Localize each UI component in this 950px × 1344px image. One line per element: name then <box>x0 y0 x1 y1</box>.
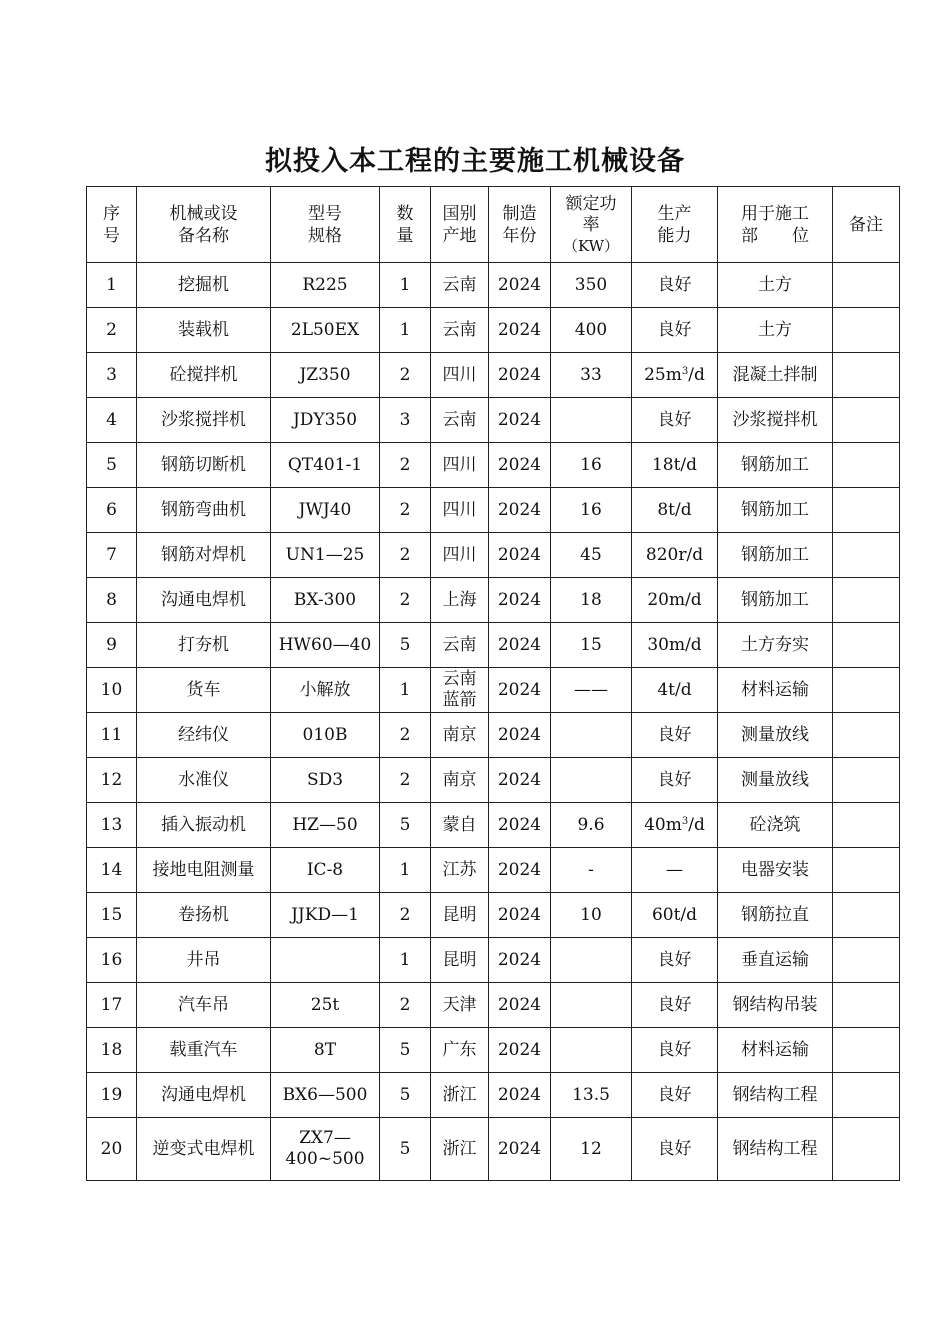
cell-qty: 2 <box>380 893 431 938</box>
cell-name: 井吊 <box>137 938 271 983</box>
cell-model: JZ350 <box>271 353 380 398</box>
cell-name: 打夯机 <box>137 623 271 668</box>
cell-power <box>551 758 632 803</box>
table-row <box>87 1118 900 1181</box>
cell-capacity: 30m/d <box>632 623 718 668</box>
cell-model: JDY350 <box>271 398 380 443</box>
cell-origin: 四川 <box>431 488 489 533</box>
cell-remark <box>833 263 900 308</box>
cell-model: 8T <box>271 1028 380 1073</box>
cell-capacity: $25m^3/d$ <box>632 353 718 398</box>
cell-seq: 13 <box>87 803 137 848</box>
cell-remark <box>833 578 900 623</box>
cell-name: 卷扬机 <box>137 893 271 938</box>
cell-usage: 钢筋加工 <box>718 443 833 488</box>
table-row <box>87 848 900 893</box>
table-row <box>87 983 900 1028</box>
cell-remark <box>833 848 900 893</box>
cell-capacity: 18t/d <box>632 443 718 488</box>
cell-seq: 12 <box>87 758 137 803</box>
cell-year: 2024 <box>489 983 551 1028</box>
cell-usage: 土方 <box>718 263 833 308</box>
cell-year: 2024 <box>489 1118 551 1181</box>
header-power: 额定功 率 （KW） <box>551 187 632 263</box>
cell-name: 钢筋切断机 <box>137 443 271 488</box>
cell-name: 沟通电焊机 <box>137 578 271 623</box>
cell-year: 2024 <box>489 263 551 308</box>
cell-usage: 垂直运输 <box>718 938 833 983</box>
cell-seq: 1 <box>87 263 137 308</box>
cell-origin: 四川 <box>431 443 489 488</box>
table-row <box>87 623 900 668</box>
cell-origin: 江苏 <box>431 848 489 893</box>
cell-qty: 1 <box>380 668 431 713</box>
cell-year: 2024 <box>489 533 551 578</box>
cell-model: UN1—25 <box>271 533 380 578</box>
cell-power: 350 <box>551 263 632 308</box>
header-qty: 数 量 <box>380 187 431 263</box>
cell-remark <box>833 443 900 488</box>
cell-capacity: $40m^3/d$ <box>632 803 718 848</box>
cell-name: 装载机 <box>137 308 271 353</box>
cell-year: 2024 <box>489 578 551 623</box>
cell-origin: 南京 <box>431 758 489 803</box>
cell-usage: 测量放线 <box>718 713 833 758</box>
cell-capacity: 820r/d <box>632 533 718 578</box>
cell-model: 25t <box>271 983 380 1028</box>
cell-capacity: 8t/d <box>632 488 718 533</box>
cell-qty: 1 <box>380 263 431 308</box>
cell-name: 插入振动机 <box>137 803 271 848</box>
cell-seq: 17 <box>87 983 137 1028</box>
cell-name: 沙浆搅拌机 <box>137 398 271 443</box>
cell-seq: 11 <box>87 713 137 758</box>
cell-usage: 测量放线 <box>718 758 833 803</box>
cell-capacity: 良好 <box>632 308 718 353</box>
cell-year: 2024 <box>489 893 551 938</box>
cell-model: R225 <box>271 263 380 308</box>
cell-power: - <box>551 848 632 893</box>
cell-usage: 材料运输 <box>718 1028 833 1073</box>
cell-model: HW60—40 <box>271 623 380 668</box>
cell-power <box>551 713 632 758</box>
cell-seq: 9 <box>87 623 137 668</box>
cell-remark <box>833 758 900 803</box>
cell-remark <box>833 488 900 533</box>
cell-power: 33 <box>551 353 632 398</box>
cell-name: 砼搅拌机 <box>137 353 271 398</box>
table-row <box>87 1028 900 1073</box>
cell-usage: 混凝土拌制 <box>718 353 833 398</box>
cell-model: IC-8 <box>271 848 380 893</box>
table-row <box>87 443 900 488</box>
cell-usage: 电器安装 <box>718 848 833 893</box>
cell-origin: 云南 <box>431 623 489 668</box>
cell-power: 12 <box>551 1118 632 1181</box>
cell-usage: 材料运输 <box>718 668 833 713</box>
table-row <box>87 398 900 443</box>
cell-year: 2024 <box>489 938 551 983</box>
cell-year: 2024 <box>489 713 551 758</box>
cell-qty: 2 <box>380 758 431 803</box>
cell-capacity: 60t/d <box>632 893 718 938</box>
cell-name: 逆变式电焊机 <box>137 1118 271 1181</box>
header-name: 机械或设 备名称 <box>137 187 271 263</box>
cell-remark <box>833 398 900 443</box>
cell-model: 小解放 <box>271 668 380 713</box>
cell-origin: 四川 <box>431 533 489 578</box>
cell-seq: 2 <box>87 308 137 353</box>
cell-power: 13.5 <box>551 1073 632 1118</box>
cell-origin: 四川 <box>431 353 489 398</box>
cell-year: 2024 <box>489 1073 551 1118</box>
cell-name: 载重汽车 <box>137 1028 271 1073</box>
cell-capacity: 20m/d <box>632 578 718 623</box>
cell-capacity: 良好 <box>632 398 718 443</box>
cell-seq: 8 <box>87 578 137 623</box>
cell-name: 挖掘机 <box>137 263 271 308</box>
cell-remark <box>833 938 900 983</box>
cell-model: SD3 <box>271 758 380 803</box>
cell-power: 16 <box>551 488 632 533</box>
cell-qty: 2 <box>380 353 431 398</box>
cell-origin: 云南 <box>431 398 489 443</box>
cell-seq: 3 <box>87 353 137 398</box>
cell-year: 2024 <box>489 668 551 713</box>
cell-power <box>551 1028 632 1073</box>
cell-capacity: 4t/d <box>632 668 718 713</box>
cell-capacity: 良好 <box>632 263 718 308</box>
cell-origin: 浙江 <box>431 1073 489 1118</box>
cell-power: 45 <box>551 533 632 578</box>
cell-remark <box>833 308 900 353</box>
cell-model <box>271 938 380 983</box>
cell-remark <box>833 623 900 668</box>
cell-seq: 5 <box>87 443 137 488</box>
cell-power: 400 <box>551 308 632 353</box>
cell-name: 水准仪 <box>137 758 271 803</box>
cell-year: 2024 <box>489 848 551 893</box>
cell-origin: 云南 <box>431 308 489 353</box>
cell-origin: 云南 <box>431 263 489 308</box>
cell-name: 经纬仪 <box>137 713 271 758</box>
header-year: 制造 年份 <box>489 187 551 263</box>
cell-usage: 钢结构工程 <box>718 1073 833 1118</box>
cell-origin: 昆明 <box>431 938 489 983</box>
cell-remark <box>833 1118 900 1181</box>
cell-name: 汽车吊 <box>137 983 271 1028</box>
cell-power <box>551 938 632 983</box>
cell-usage: 钢结构吊装 <box>718 983 833 1028</box>
header-row <box>87 187 900 263</box>
table-row <box>87 1073 900 1118</box>
header-seq: 序 号 <box>87 187 137 263</box>
cell-qty: 1 <box>380 848 431 893</box>
cell-capacity: — <box>632 848 718 893</box>
table-row <box>87 308 900 353</box>
cell-remark <box>833 983 900 1028</box>
cell-qty: 5 <box>380 1028 431 1073</box>
cell-power <box>551 983 632 1028</box>
cell-qty: 5 <box>380 1118 431 1181</box>
cell-remark <box>833 893 900 938</box>
cell-capacity: 良好 <box>632 713 718 758</box>
cell-capacity: 良好 <box>632 1028 718 1073</box>
cell-origin: 昆明 <box>431 893 489 938</box>
header-origin: 国别 产地 <box>431 187 489 263</box>
cell-model: JJKD—1 <box>271 893 380 938</box>
cell-seq: 15 <box>87 893 137 938</box>
cell-seq: 6 <box>87 488 137 533</box>
header-remark: 备注 <box>833 187 900 263</box>
cell-name: 钢筋弯曲机 <box>137 488 271 533</box>
cell-power: 15 <box>551 623 632 668</box>
cell-usage: 土方 <box>718 308 833 353</box>
table-row <box>87 758 900 803</box>
cell-remark <box>833 713 900 758</box>
cell-origin: 云南 蓝箭 <box>431 668 489 713</box>
cell-qty: 2 <box>380 983 431 1028</box>
cell-usage: 土方夯实 <box>718 623 833 668</box>
cell-name: 接地电阻测量 <box>137 848 271 893</box>
cell-origin: 上海 <box>431 578 489 623</box>
cell-year: 2024 <box>489 353 551 398</box>
cell-usage: 钢筋加工 <box>718 578 833 623</box>
cell-year: 2024 <box>489 758 551 803</box>
cell-remark <box>833 533 900 578</box>
cell-model: 010B <box>271 713 380 758</box>
cell-origin: 天津 <box>431 983 489 1028</box>
cell-model: QT401-1 <box>271 443 380 488</box>
cell-power: 16 <box>551 443 632 488</box>
cell-power <box>551 398 632 443</box>
table-row <box>87 263 900 308</box>
cell-seq: 19 <box>87 1073 137 1118</box>
cell-capacity: 良好 <box>632 1118 718 1181</box>
cell-usage: 钢筋拉直 <box>718 893 833 938</box>
cell-origin: 广东 <box>431 1028 489 1073</box>
header-usage: 用于施工 部 位 <box>718 187 833 263</box>
cell-seq: 16 <box>87 938 137 983</box>
equipment-table <box>86 186 900 1181</box>
cell-power: 9.6 <box>551 803 632 848</box>
cell-qty: 5 <box>380 623 431 668</box>
cell-capacity: 良好 <box>632 983 718 1028</box>
cell-name: 货车 <box>137 668 271 713</box>
cell-origin: 浙江 <box>431 1118 489 1181</box>
cell-seq: 20 <box>87 1118 137 1181</box>
cell-seq: 18 <box>87 1028 137 1073</box>
cell-seq: 10 <box>87 668 137 713</box>
cell-qty: 2 <box>380 533 431 578</box>
cell-qty: 3 <box>380 398 431 443</box>
cell-model: 2L50EX <box>271 308 380 353</box>
cell-capacity: 良好 <box>632 758 718 803</box>
table-row <box>87 533 900 578</box>
cell-usage: 钢筋加工 <box>718 533 833 578</box>
cell-power: —— <box>551 668 632 713</box>
cell-qty: 1 <box>380 308 431 353</box>
cell-model: BX-300 <box>271 578 380 623</box>
cell-year: 2024 <box>489 803 551 848</box>
table-row <box>87 668 900 713</box>
cell-usage: 沙浆搅拌机 <box>718 398 833 443</box>
cell-remark <box>833 353 900 398</box>
cell-name: 钢筋对焊机 <box>137 533 271 578</box>
cell-year: 2024 <box>489 488 551 533</box>
cell-year: 2024 <box>489 1028 551 1073</box>
cell-usage: 钢筋加工 <box>718 488 833 533</box>
cell-qty: 5 <box>380 1073 431 1118</box>
cell-seq: 14 <box>87 848 137 893</box>
cell-usage: 钢结构工程 <box>718 1118 833 1181</box>
cell-usage: 砼浇筑 <box>718 803 833 848</box>
cell-qty: 2 <box>380 578 431 623</box>
header-model: 型号 规格 <box>271 187 380 263</box>
cell-seq: 7 <box>87 533 137 578</box>
cell-remark <box>833 803 900 848</box>
cell-qty: 2 <box>380 443 431 488</box>
cell-name: 沟通电焊机 <box>137 1073 271 1118</box>
table-row <box>87 893 900 938</box>
cell-year: 2024 <box>489 623 551 668</box>
table-row <box>87 938 900 983</box>
cell-qty: 2 <box>380 488 431 533</box>
cell-year: 2024 <box>489 398 551 443</box>
cell-model: JWJ40 <box>271 488 380 533</box>
cell-origin: 南京 <box>431 713 489 758</box>
table-row <box>87 713 900 758</box>
page-title: 拟投入本工程的主要施工机械设备 <box>265 146 685 177</box>
cell-power: 10 <box>551 893 632 938</box>
cell-remark <box>833 1028 900 1073</box>
cell-model: HZ—50 <box>271 803 380 848</box>
cell-capacity: 良好 <box>632 938 718 983</box>
cell-remark <box>833 1073 900 1118</box>
cell-seq: 4 <box>87 398 137 443</box>
cell-capacity: 良好 <box>632 1073 718 1118</box>
cell-model: ZX7— 400~500 <box>271 1118 380 1181</box>
cell-model: BX6—500 <box>271 1073 380 1118</box>
cell-power: 18 <box>551 578 632 623</box>
table-row <box>87 578 900 623</box>
cell-qty: 5 <box>380 803 431 848</box>
table-row <box>87 803 900 848</box>
table-row <box>87 353 900 398</box>
header-capacity: 生产 能力 <box>632 187 718 263</box>
cell-remark <box>833 668 900 713</box>
cell-qty: 2 <box>380 713 431 758</box>
cell-year: 2024 <box>489 443 551 488</box>
cell-year: 2024 <box>489 308 551 353</box>
cell-origin: 蒙自 <box>431 803 489 848</box>
cell-qty: 1 <box>380 938 431 983</box>
table-row <box>87 488 900 533</box>
